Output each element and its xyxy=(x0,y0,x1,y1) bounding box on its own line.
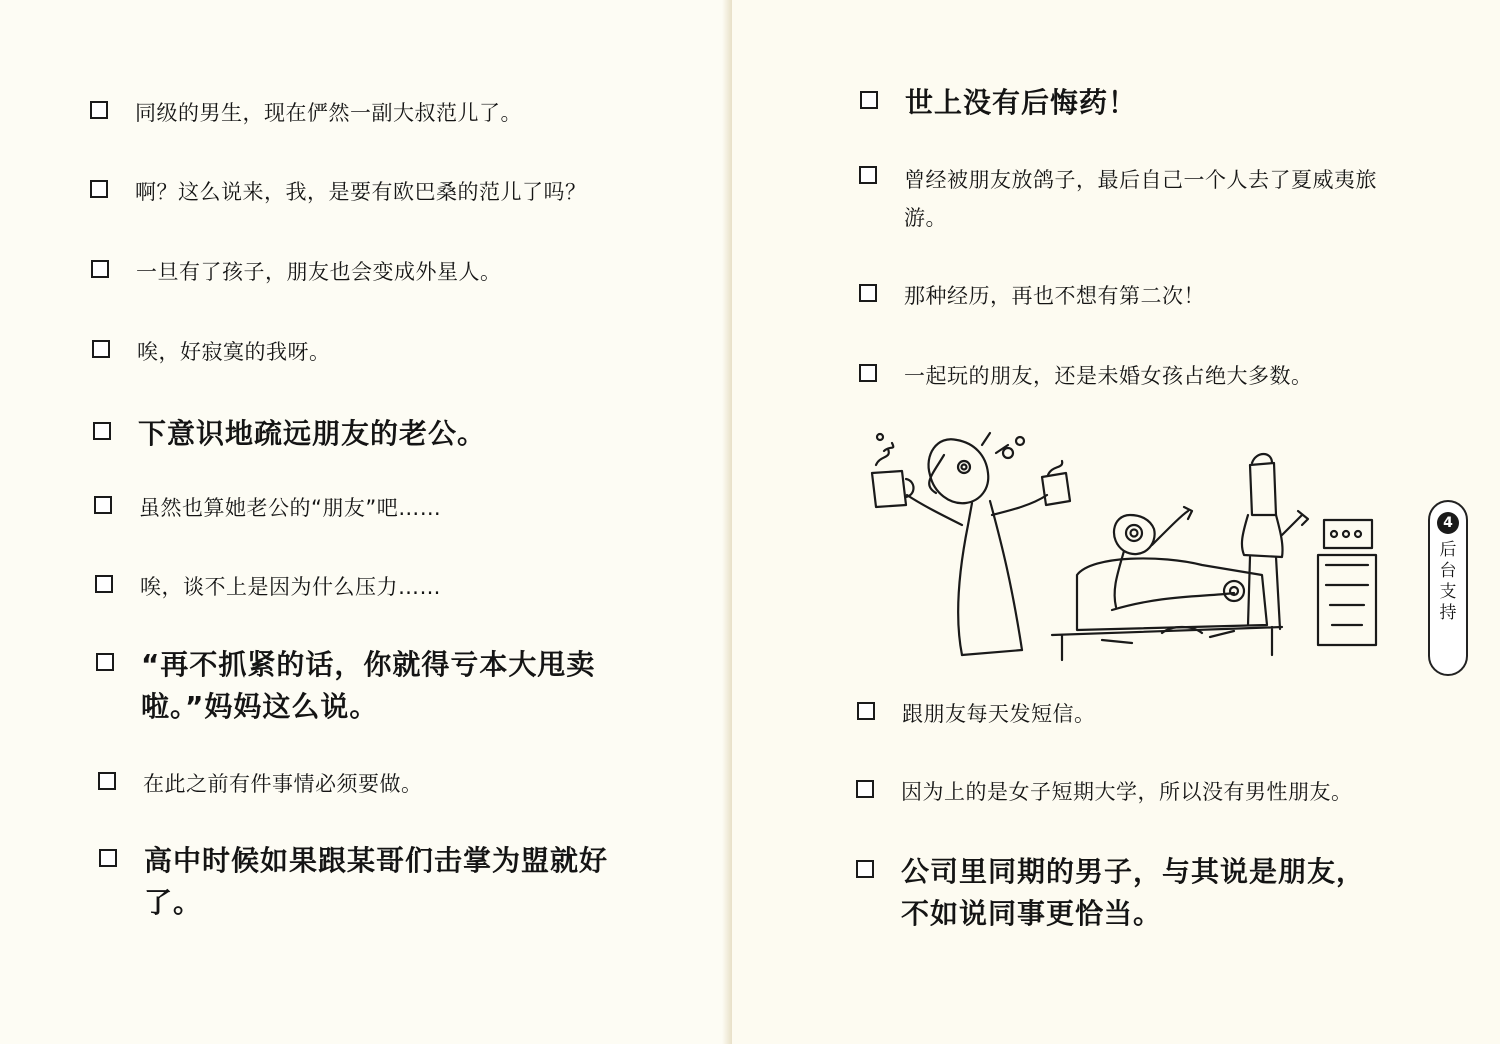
item-text: 唉，谈不上是因为什么压力…… xyxy=(140,575,441,599)
checklist-item xyxy=(860,82,1137,124)
item-text: 一旦有了孩子，朋友也会变成外星人。 xyxy=(136,260,502,284)
checkbox-icon[interactable] xyxy=(857,702,875,720)
checklist-item xyxy=(90,176,587,209)
checkbox-icon[interactable] xyxy=(856,860,874,878)
item-text: 公司里同期的男子，与其说是朋友，不如说同事更恰当。 xyxy=(901,855,1366,930)
item-text: 世上没有后悔药！ xyxy=(905,86,1138,119)
checklist-item xyxy=(98,768,423,801)
checkbox-icon[interactable] xyxy=(99,849,117,867)
left-page xyxy=(0,0,732,1044)
checklist-item xyxy=(90,97,522,130)
checklist-item xyxy=(92,336,331,369)
checkbox-icon[interactable] xyxy=(859,166,877,184)
party-illustration xyxy=(862,415,1382,665)
checkbox-icon[interactable] xyxy=(90,180,108,198)
checkbox-icon[interactable] xyxy=(98,772,116,790)
checkbox-icon[interactable] xyxy=(92,340,110,358)
checklist-item xyxy=(99,840,619,924)
checklist-item xyxy=(859,280,1205,313)
chapter-tab-label: 后台支持 xyxy=(1439,540,1457,623)
checkbox-icon[interactable] xyxy=(93,422,111,440)
checklist-item xyxy=(857,698,1096,731)
item-text: “再不抓紧的话，你就得亏本大甩卖啦。”妈妈这么说。 xyxy=(141,648,596,723)
checkbox-icon[interactable] xyxy=(94,496,112,514)
checkbox-icon[interactable] xyxy=(95,575,113,593)
item-text: 曾经被朋友放鸽子，最后自己一个人去了夏威夷旅游。 xyxy=(904,168,1377,230)
checklist-item xyxy=(95,571,441,604)
item-text: 啊？这么说来，我，是要有欧巴桑的范儿了吗？ xyxy=(135,180,587,204)
checklist-item xyxy=(96,644,616,728)
item-text: 下意识地疏远朋友的老公。 xyxy=(138,417,487,450)
chapter-number-badge: 4 xyxy=(1437,512,1459,534)
checklist-item xyxy=(91,256,502,289)
checklist-item xyxy=(93,413,486,455)
item-text: 同级的男生，现在俨然一副大叔范儿了。 xyxy=(135,101,522,125)
checkbox-icon[interactable] xyxy=(856,780,874,798)
item-text: 那种经历，再也不想有第二次！ xyxy=(904,284,1205,308)
item-text: 跟朋友每天发短信。 xyxy=(902,702,1096,726)
item-text: 高中时候如果跟某哥们击掌为盟就好了。 xyxy=(144,844,609,919)
item-text: 一起玩的朋友，还是未婚女孩占绝大多数。 xyxy=(904,364,1313,388)
checklist-item xyxy=(856,851,1376,935)
checkbox-icon[interactable] xyxy=(859,284,877,302)
checkbox-icon[interactable] xyxy=(859,364,877,382)
item-text: 唉，好寂寞的我呀。 xyxy=(137,340,331,364)
item-text: 在此之前有件事情必须要做。 xyxy=(143,772,423,796)
checkbox-icon[interactable] xyxy=(860,91,878,109)
checklist-item xyxy=(856,776,1353,809)
checklist-item xyxy=(859,162,1379,238)
checkbox-icon[interactable] xyxy=(90,101,108,119)
item-text: 虽然也算她老公的“朋友”吧…… xyxy=(139,496,442,520)
checklist-item xyxy=(859,360,1313,393)
checkbox-icon[interactable] xyxy=(91,260,109,278)
chapter-side-tab xyxy=(1428,500,1468,676)
checklist-item xyxy=(94,492,441,525)
item-text: 因为上的是女子短期大学，所以没有男性朋友。 xyxy=(901,780,1353,804)
checkbox-icon[interactable] xyxy=(96,653,114,671)
